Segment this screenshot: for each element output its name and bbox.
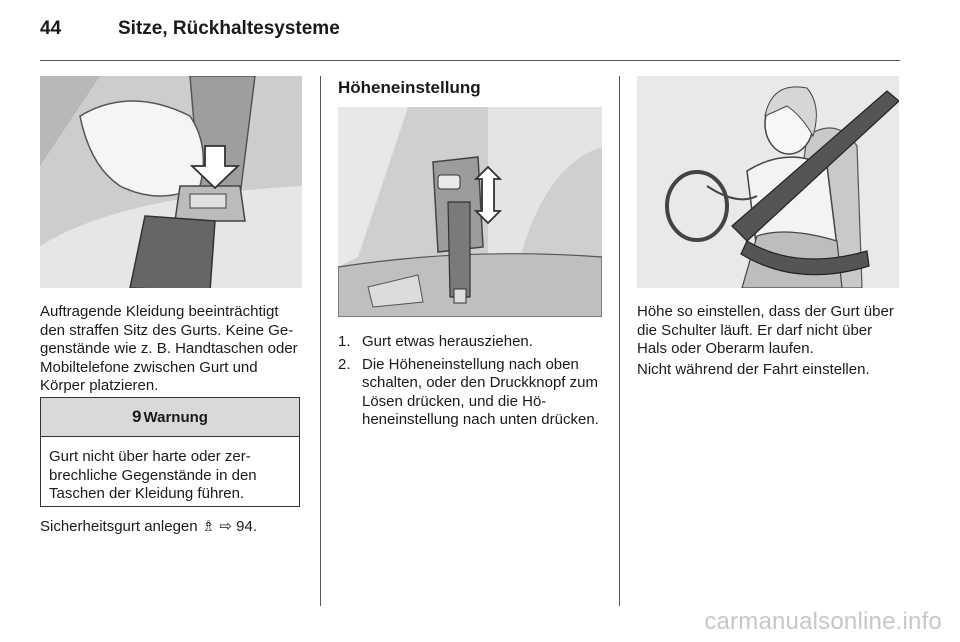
height-adjuster-illustration (338, 107, 602, 317)
steps-list (338, 333, 606, 434)
warning-header (41, 398, 299, 437)
warning-text: Gurt nicht über harte oder zerbrechliche Gegenstände in den Taschen der Kleidung führen. (49, 448, 257, 502)
step-item (338, 333, 606, 352)
step-item (338, 356, 606, 430)
watermark: carmanualsonline.info (704, 608, 942, 635)
driving-warning-paragraph: Nicht während der Fahrt einstellen. (637, 361, 870, 378)
step-number: 2. (338, 355, 351, 373)
column-divider-right (619, 76, 620, 606)
page-title: Sitze, Rückhaltesysteme (118, 18, 340, 39)
page-reference-arrow-icon: ⇨ (219, 518, 232, 535)
clothing-paragraph: Auftragende Kleidung beeinträchtigt den straffen Sitz des Gurts. Keine Gegenstände wie z. B. Handtaschen oder Mobiltelefone zwischen Gurt und Körper platzieren. (40, 303, 298, 394)
reference-page[interactable]: 94. (236, 518, 258, 535)
step-text: Die Höheneinstellung nach oben schalten, oder den Druckknopf zum Lösen drücken, und die Höheneinstellung nach unten drücken. (362, 355, 599, 428)
step-number: 1. (338, 333, 351, 350)
warning-title: Warnung (143, 408, 208, 426)
header-rule (40, 60, 900, 61)
figure-height-adjuster (338, 107, 602, 317)
warning-triangle-icon: 9 (132, 407, 142, 426)
reference-text: Sicherheitsgurt anlegen (40, 518, 198, 535)
step-text: Gurt etwas herausziehen. (362, 333, 533, 350)
driver-illustration (637, 76, 899, 288)
figure-belt-buckle (40, 76, 302, 288)
reference-line (40, 518, 302, 537)
figure-driver-belt-position (637, 76, 899, 288)
section-heading: Höheneinstellung (338, 78, 481, 97)
adjust-paragraph: Höhe so einstellen, dass der Gurt über die Schulter läuft. Er darf nicht über Hals oder Oberarm laufen. (637, 303, 894, 357)
column-divider-left (320, 76, 321, 606)
page-number: 44 (40, 18, 62, 39)
belt-buckle-illustration (40, 76, 302, 288)
warning-box (40, 397, 300, 507)
seatbelt-icon: ♗ (201, 518, 216, 535)
